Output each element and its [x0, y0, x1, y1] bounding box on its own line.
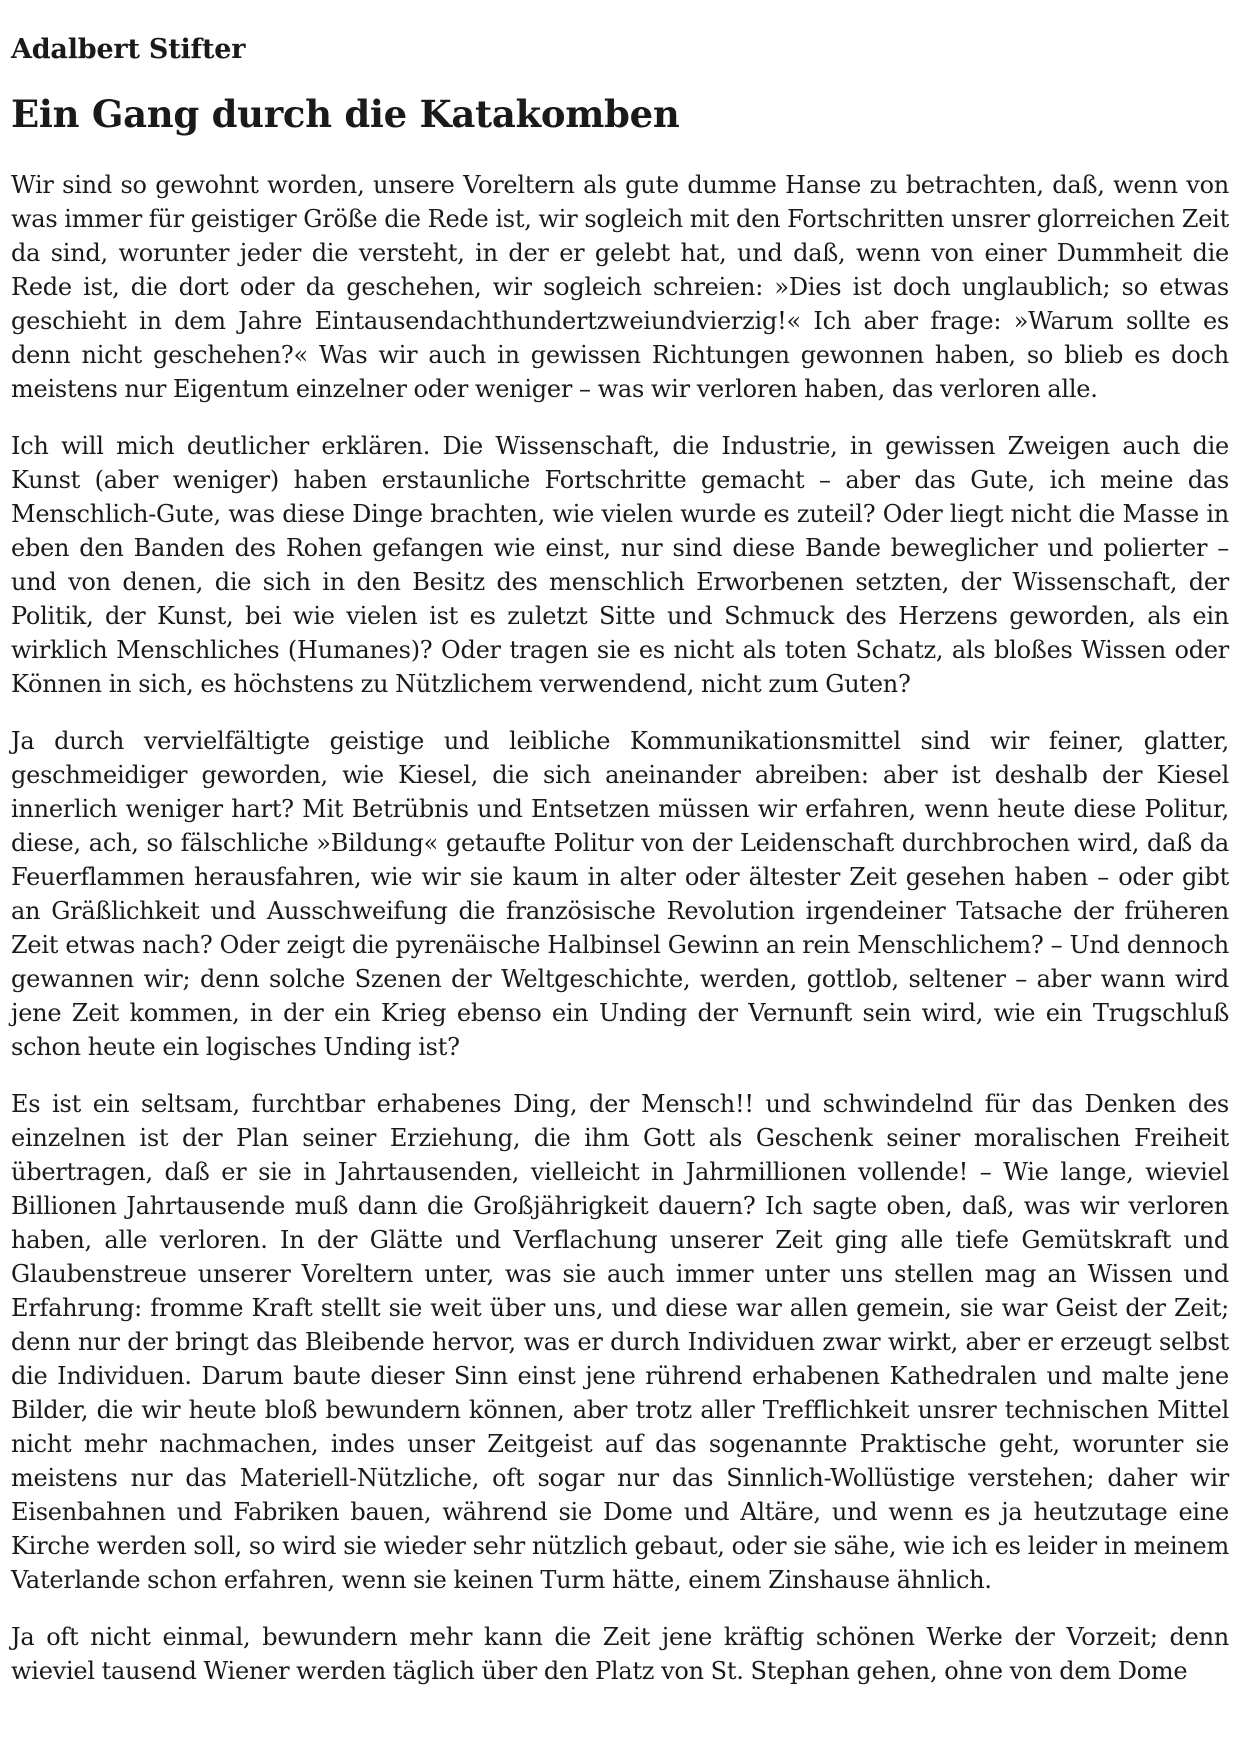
page-title: Ein Gang durch die Katakomben	[11, 92, 680, 136]
paragraph: Ja oft nicht einmal, bewundern mehr kann die Zeit jene kräftig schönen Werke der Vorzeit; denn wieviel tausend Wiener werden täglich über den Platz von St. Stephan gehen, ohne von dem Dome	[11, 1623, 1229, 1685]
paragraph: Es ist ein seltsam, furchtbar erhabenes Ding, der Mensch!! und schwindelnd für das Denken des einzelnen ist der Plan seiner Erziehung, die ihm Gott als Geschenk seiner moralischen Freiheit übertragen, daß er sie in Jahrtausenden, vielleicht in Jahrmillionen vollende! – Wie lange, wieviel Billionen Jahrtausende muß dann die Großjährigkeit dauern? Ich sagte oben, daß, was wir verloren haben, alle verloren. In der Glätte und Verflachung unserer Zeit ging alle tiefe Gemütskraft und Glaubenstreue unserer Voreltern unter, was sie auch immer unter uns stellen mag an Wissen und Erfahrung: fromme Kraft stellt sie weit über uns, und diese war allen gemein, sie war Geist der Zeit; denn nur der bringt das Bleibende hervor, was er durch Individuen zwar wirkt, aber er erzeugt selbst die Individuen. Darum baute dieser Sinn einst jene rührend erhabenen Kathedralen und malte jene Bilder, die wir heute bloß bewundern können, aber trotz aller Trefflichkeit unsrer technischen Mittel nicht mehr nachmachen, indes unser Zeitgeist auf das sogenannte Praktische geht, worunter sie meistens nur das Materiell-Nützliche, oft sogar nur das Sinnlich-Wollüstige verstehen; daher wir Eisenbahnen und Fabriken bauen, während sie Dome und Altäre, und wenn es ja heutzutage eine Kirche werden soll, so wird sie wieder sehr nützlich gebaut, oder sie sähe, wie ich es leider in meinem Vaterlande schon erfahren, wenn sie keinen Turm hätte, einem Zinshause ähnlich.	[11, 1090, 1229, 1594]
author-name: Adalbert Stifter	[11, 34, 246, 65]
paragraph: Ja durch vervielfältigte geistige und leibliche Kommunikationsmittel sind wir feiner, glatter, geschmeidiger geworden, wie Kiesel, die sich aneinander abreiben: aber ist deshalb der Kiesel innerlich weniger hart? Mit Betrübnis und Entsetzen müssen wir erfahren, wenn heute diese Politur, diese, ach, so fälschliche »Bildung« getaufte Politur von der Leidenschaft durchbrochen wird, daß da Feuerflammen herausfahren, wie wir sie kaum in alter oder ältester Zeit gesehen haben – oder gibt an Gräßlichkeit und Ausschweifung die französische Revolution irgendeiner Tatsache der früheren Zeit etwas nach? Oder zeigt die pyrenäische Halbinsel Gewinn an rein Menschlichem? – Und dennoch gewannen wir; denn solche Szenen der Weltgeschichte, werden, gottlob, seltener – aber wann wird jene Zeit kommen, in der ein Krieg ebenso ein Unding der Vernunft sein wird, wie ein Trugschluß schon heute ein logisches Unding ist?	[11, 727, 1229, 1061]
body-text	[11, 168, 1229, 1688]
document-page	[11, 0, 1229, 1711]
paragraph: Ich will mich deutlicher erklären. Die Wissenschaft, die Industrie, in gewissen Zweigen auch die Kunst (aber weniger) haben erstaunliche Fortschritte gemacht – aber das Gute, ich meine das Menschlich-Gute, was diese Dinge brachten, wie vielen wurde es zuteil? Oder liegt nicht die Masse in eben den Banden des Rohen gefangen wie einst, nur sind diese Bande beweglicher und polierter – und von denen, die sich in den Besitz des menschlich Erworbenen setzten, der Wissenschaft, der Politik, der Kunst, bei wie vielen ist es zuletzt Sitte und Schmuck des Herzens geworden, als ein wirklich Menschliches (Humanes)? Oder tragen sie es nicht als toten Schatz, als bloßes Wissen oder Können in sich, es höchstens zu Nützlichem verwendend, nicht zum Guten?	[11, 432, 1229, 698]
paragraph: Wir sind so gewohnt worden, unsere Voreltern als gute dumme Hanse zu betrachten, daß, wenn von was immer für geistiger Größe die Rede ist, wir sogleich mit den Fortschritten unsrer glorreichen Zeit da sind, worunter jeder die versteht, in der er gelebt hat, und daß, wenn von einer Dummheit die Rede ist, die dort oder da geschehen, wir sogleich schreien: »Dies ist doch unglaublich; so etwas geschieht in dem Jahre Eintausendachthundertzweiundvierzig!« Ich aber frage: »Warum sollte es denn nicht geschehen?« Was wir auch in gewissen Richtungen gewonnen haben, so blieb es doch meistens nur Eigentum einzelner oder weniger – was wir verloren haben, das verloren alle.	[11, 171, 1229, 403]
